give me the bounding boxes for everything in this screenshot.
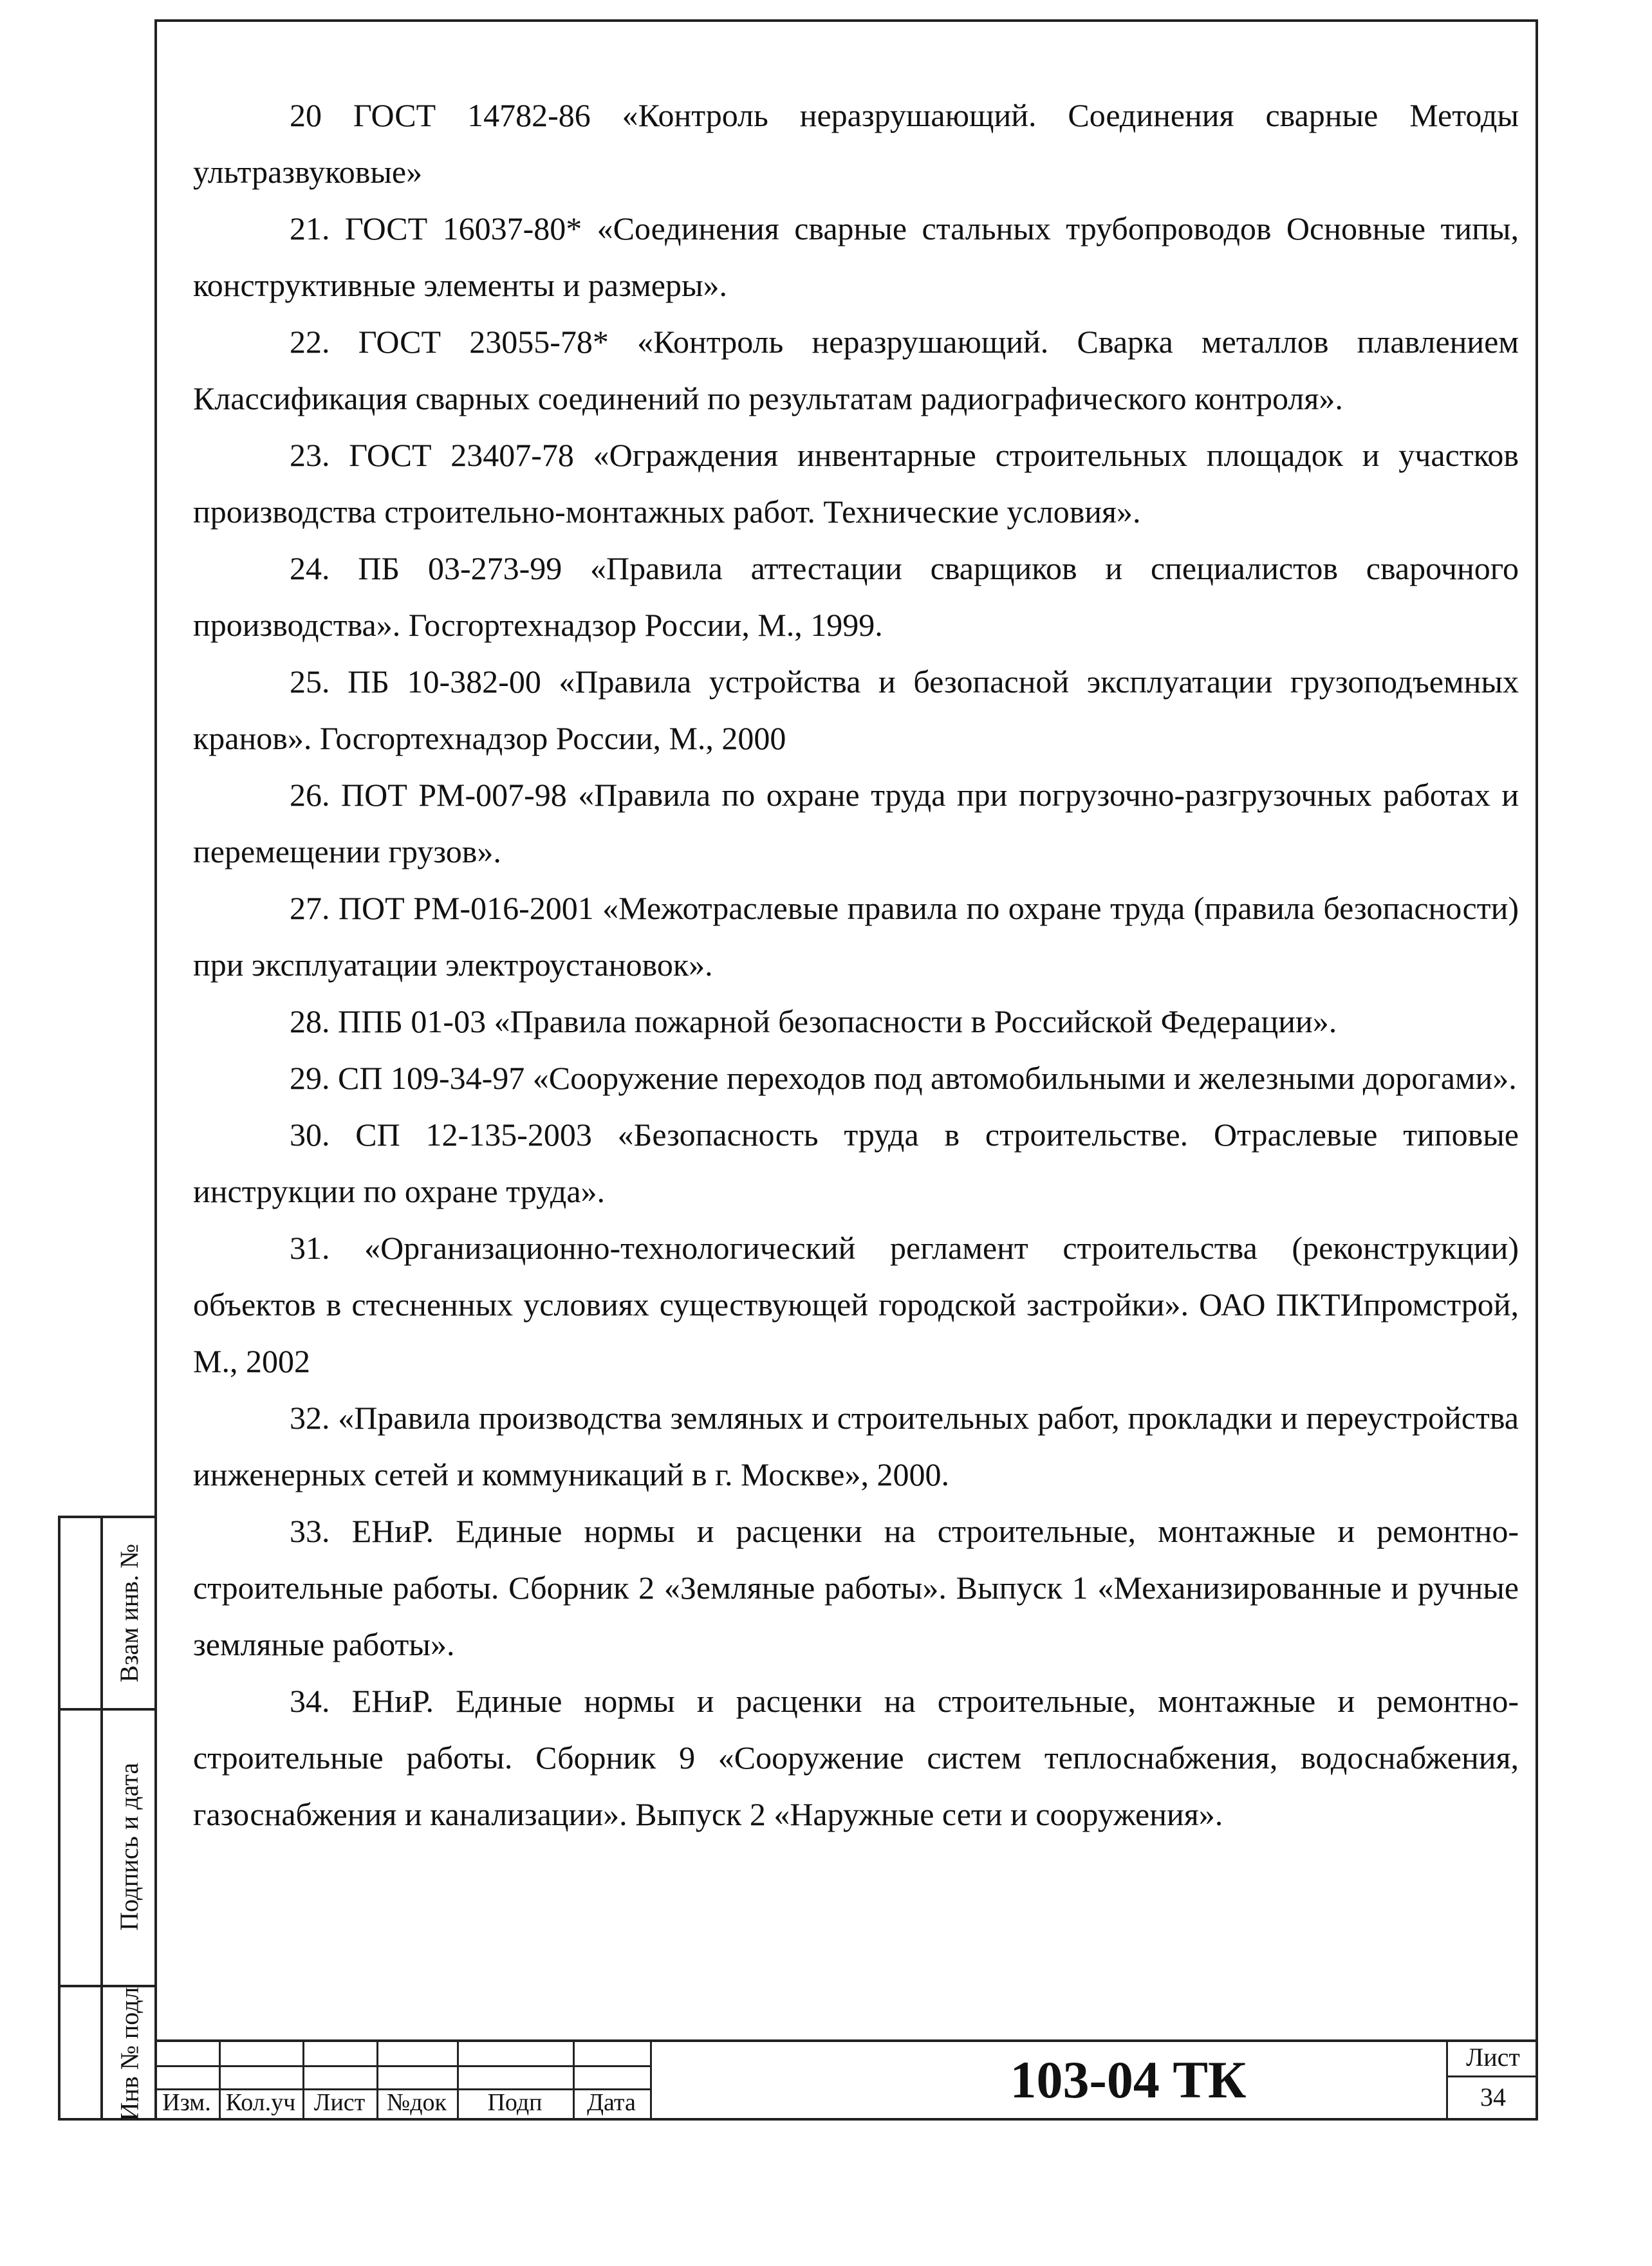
reference-item: 26. ПОТ РМ-007-98 «Правила по охране труда при погрузочно-разгрузочных работах и перемещении грузов».	[193, 777, 1519, 869]
header-data: Дата	[587, 2089, 636, 2116]
sheet-box	[1446, 2039, 1538, 2121]
reference-item: 32. «Правила производства земляных и строительных работ, прокладки и переустройства инженерных сетей и коммуникаций в г. Москве», 2000.	[193, 1400, 1519, 1492]
side-stamp	[58, 1516, 154, 2121]
header-list: Лист	[313, 2089, 366, 2116]
header-podp: Подп	[487, 2089, 543, 2116]
document-code: 103-04 ТК	[650, 2039, 1604, 2121]
reference-item: 21. ГОСТ 16037-80* «Соединения сварные стальных трубопроводов Основные типы, конструктивные элементы и размеры».	[193, 210, 1519, 303]
vzam-inv-label: Взам инв. №	[115, 1543, 144, 1683]
reference-item: 30. СП 12-135-2003 «Безопасность труда в строительстве. Отраслевые типовые инструкции по охране труда».	[193, 1117, 1519, 1209]
sheet-number: 34	[1480, 2083, 1506, 2112]
reference-item: 24. ПБ 03-273-99 «Правила аттестации сварщиков и специалистов сварочного производства». Госгортехнадзор России, М., 1999.	[193, 550, 1519, 643]
reference-item: 33. ЕНиР. Единые нормы и расценки на строительные, монтажные и ремонтно-строительные работы. Сборник 2 «Земляные работы». Выпуск 1 «Механизированные и ручные земляные работы».	[193, 1513, 1519, 1662]
sheet-label: Лист	[1448, 2039, 1538, 2077]
header-izm: Изм.	[162, 2089, 211, 2116]
reference-item: 22. ГОСТ 23055-78* «Контроль неразрушающий. Сварка металлов плавлением Классификация сварных соединений по результатам радиографического контроля».	[193, 324, 1519, 416]
reference-item: 34. ЕНиР. Единые нормы и расценки на строительные, монтажные и ремонтно-строительные работы. Сборник 9 «Сооружение систем теплоснабжения, водоснабжения, газоснабжения и канализации». Выпуск 2 «Наружные сети и сооружения».	[193, 1683, 1519, 1832]
reference-list	[193, 87, 1519, 1843]
podpis-data-label: Подпись и дата	[115, 1762, 144, 1931]
reference-item: 29. СП 109-34-97 «Сооружение переходов под автомобильными и железными дорогами».	[290, 1060, 1517, 1096]
reference-item: 25. ПБ 10-382-00 «Правила устройства и безопасной эксплуатации грузоподъемных кранов». Госгортехнадзор России, М., 2000	[193, 664, 1519, 756]
inv-podl-label: Инв № подл	[115, 1987, 144, 2121]
reference-item: 23. ГОСТ 23407-78 «Ограждения инвентарные строительных площадок и участков производства строительно-монтажных работ. Технические условия».	[193, 437, 1519, 530]
reference-item: 28. ППБ 01-03 «Правила пожарной безопасности в Российской Федерации».	[290, 1003, 1337, 1039]
title-block	[154, 2043, 1538, 2121]
revision-grid	[154, 2056, 650, 2121]
header-ndok: №док	[386, 2089, 447, 2116]
reference-item: 20 ГОСТ 14782-86 «Контроль неразрушающий. Соединения сварные Методы ультразвуковые»	[193, 97, 1519, 190]
reference-item: 31. «Организационно-технологический регламент строительства (реконструкции) объектов в стесненных условиях существующей городской застройки». ОАО ПКТИпромстрой, М., 2002	[193, 1230, 1519, 1379]
header-kol-uch: Кол.уч	[225, 2089, 296, 2116]
side-stamp-divider	[100, 1518, 103, 2118]
reference-item: 27. ПОТ РМ-016-2001 «Межотраслевые правила по охране труда (правила безопасности) при эксплуатации электроустановок».	[193, 890, 1519, 983]
